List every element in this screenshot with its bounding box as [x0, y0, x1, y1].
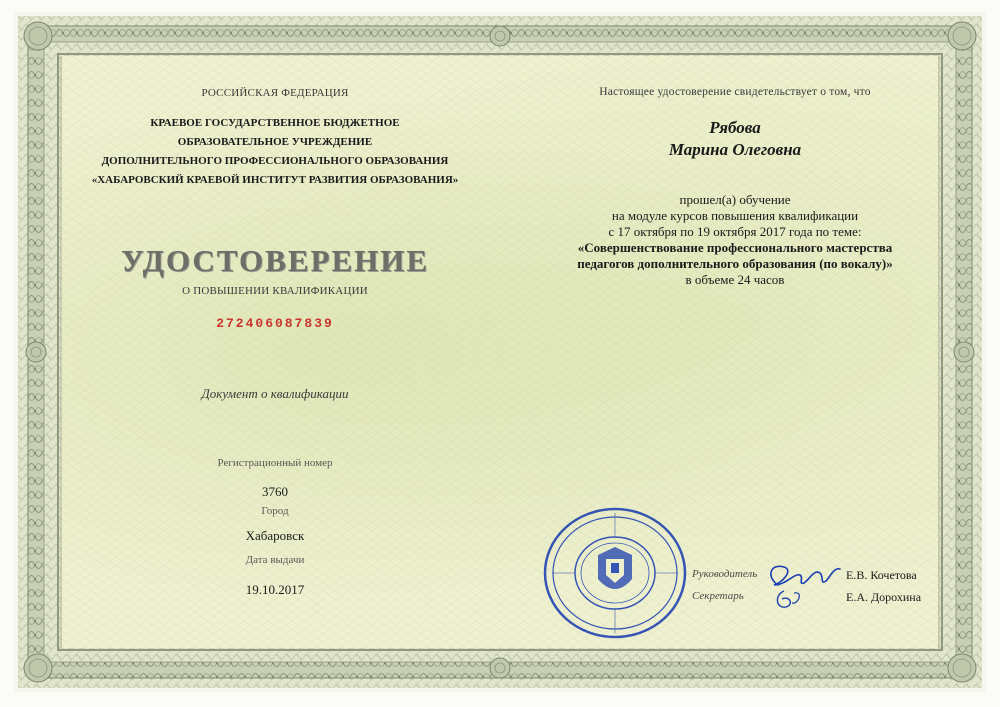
institution-line: КРАЕВОЕ ГОСУДАРСТВЕННОЕ БЮДЖЕТНОЕ — [150, 117, 400, 129]
issue-date-value: 19.10.2017 — [245, 582, 305, 597]
institution-line: «ХАБАРОВСКИЙ КРАЕВОЙ ИНСТИТУТ РАЗВИТИЯ ОБРАЗОВАНИЯ» — [91, 174, 459, 186]
issue-date-label: Дата выдачи — [245, 554, 305, 566]
signer-name-secretary: Е.А. Дорохина — [846, 590, 922, 604]
course-hours: в объеме 24 часов — [685, 272, 785, 287]
recipient-given-names: Марина Олеговна — [668, 140, 802, 159]
certificate-title: УДОСТОВЕРЕНИЕ — [120, 243, 430, 278]
course-line: с 17 октября по 19 октября 2017 года по теме: — [608, 224, 862, 239]
recipient-surname: Рябова — [709, 118, 761, 137]
registration-number: 3760 — [262, 484, 288, 499]
country-label: РОССИЙСКАЯ ФЕДЕРАЦИЯ — [201, 87, 349, 99]
official-stamp — [540, 503, 690, 643]
intro-text: Настоящее удостоверение свидетельствует о том, что — [599, 86, 871, 98]
document-type: Документ о квалификации — [201, 386, 349, 401]
institution-line: ОБРАЗОВАТЕЛЬНОЕ УЧРЕЖДЕНИЕ — [177, 136, 373, 148]
registration-label: Регистрационный номер — [217, 457, 333, 469]
course-line: прошел(а) обучение — [679, 192, 791, 207]
signer-role-secretary: Секретарь — [692, 590, 744, 602]
institution-line: ДОПОЛНИТЕЛЬНОГО ПРОФЕССИОНАЛЬНОГО ОБРАЗОВАНИЯ — [101, 155, 449, 167]
city-label: Город — [261, 505, 289, 517]
course-topic-line: «Совершенствование профессионального мастерства — [577, 240, 893, 255]
course-topic-line: педагогов дополнительного образования (по вокалу)» — [577, 256, 893, 271]
course-line: на модуле курсов повышения квалификации — [611, 208, 859, 223]
city-value: Хабаровск — [245, 528, 305, 543]
institution-name — [60, 114, 490, 190]
serial-number: 272406087839 — [216, 316, 334, 331]
handwritten-signature — [764, 555, 844, 615]
recipient-name — [520, 117, 950, 161]
signer-name-director: Е.В. Кочетова — [846, 568, 917, 582]
signer-role-director: Руководитель — [692, 568, 758, 580]
certificate-subtitle: О ПОВЫШЕНИИ КВАЛИФИКАЦИИ — [182, 285, 368, 297]
course-info — [520, 192, 950, 288]
